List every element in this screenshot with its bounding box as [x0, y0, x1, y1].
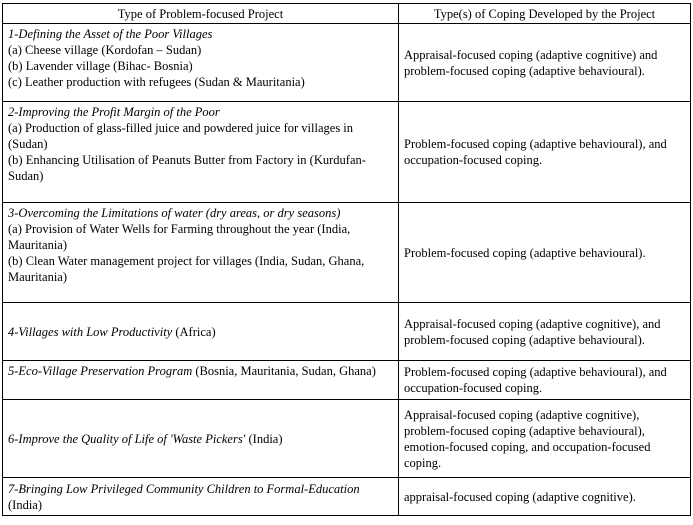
project-location: (India): [8, 497, 43, 512]
coping-cell: Appraisal-focused coping (adaptive cognitive) and problem-focused coping (adaptive behavioural).: [399, 24, 691, 102]
coping-cell: Appraisal-focused coping (adaptive cognitive), and problem-focused coping (adaptive behavioural).: [399, 303, 691, 361]
table-row: [3, 303, 691, 361]
project-item: (a) Production of glass-filled juice and powdered juice for villages in (Sudan): [8, 121, 354, 151]
project-location: (Bosnia, Mauritania, Sudan, Ghana): [192, 364, 376, 378]
projects-table: [2, 3, 691, 516]
header-project-type: Type of Problem-focused Project: [3, 4, 399, 24]
coping-cell: appraisal-focused coping (adaptive cognitive).: [399, 478, 691, 516]
project-cell: [3, 400, 399, 478]
project-title: 3-Overcoming the Limitations of water (dry areas, or dry seasons): [8, 206, 341, 220]
coping-cell: Problem-focused coping (adaptive behavioural), and occupation-focused coping.: [399, 361, 691, 400]
coping-cell: Appraisal-focused coping (adaptive cognitive), problem-focused coping (adaptive behavioural), emotion-focused coping, and occupation-focused coping.: [399, 400, 691, 478]
project-item: (b) Lavender village (Bihac- Bosnia): [8, 59, 193, 73]
project-cell: [3, 478, 399, 516]
project-item: (a) Cheese village (Kordofan – Sudan): [8, 43, 202, 57]
table-row: [3, 400, 691, 478]
project-item: (b) Clean Water management project for villages (India, Sudan, Ghana, Mauritania): [8, 254, 365, 284]
project-cell: [3, 303, 399, 361]
project-item: (c) Leather production with refugees (Sudan & Mauritania): [8, 75, 305, 89]
project-cell: [3, 361, 399, 400]
table-row: [3, 361, 691, 400]
project-item: (b) Enhancing Utilisation of Peanuts Butter from Factory in (Kurdufan-Sudan): [8, 153, 366, 183]
project-title: 7-Bringing Low Privileged Community Children to Formal-Education: [8, 481, 360, 496]
table-row: [3, 203, 691, 303]
table-row: [3, 102, 691, 203]
header-row: [3, 4, 691, 24]
project-title: 1-Defining the Asset of the Poor Villages: [8, 27, 213, 41]
table-row: [3, 24, 691, 102]
project-location: (India): [245, 431, 283, 446]
project-location: (Africa): [172, 324, 216, 339]
project-title: 2-Improving the Profit Margin of the Poor: [8, 105, 220, 119]
table-row: [3, 478, 691, 516]
project-item: (a) Provision of Water Wells for Farming throughout the year (India, Mauritania): [8, 222, 351, 252]
coping-cell: Problem-focused coping (adaptive behavioural).: [399, 203, 691, 303]
project-cell: [3, 102, 399, 203]
coping-cell: Problem-focused coping (adaptive behavioural), and occupation-focused coping.: [399, 102, 691, 203]
project-title: 6-Improve the Quality of Life of 'Waste Pickers': [8, 431, 246, 446]
project-title: 5-Eco-Village Preservation Program: [8, 364, 193, 378]
header-coping-type: Type(s) of Coping Developed by the Project: [399, 4, 691, 24]
project-cell: [3, 203, 399, 303]
project-cell: [3, 24, 399, 102]
project-title: 4-Villages with Low Productivity: [8, 324, 173, 339]
